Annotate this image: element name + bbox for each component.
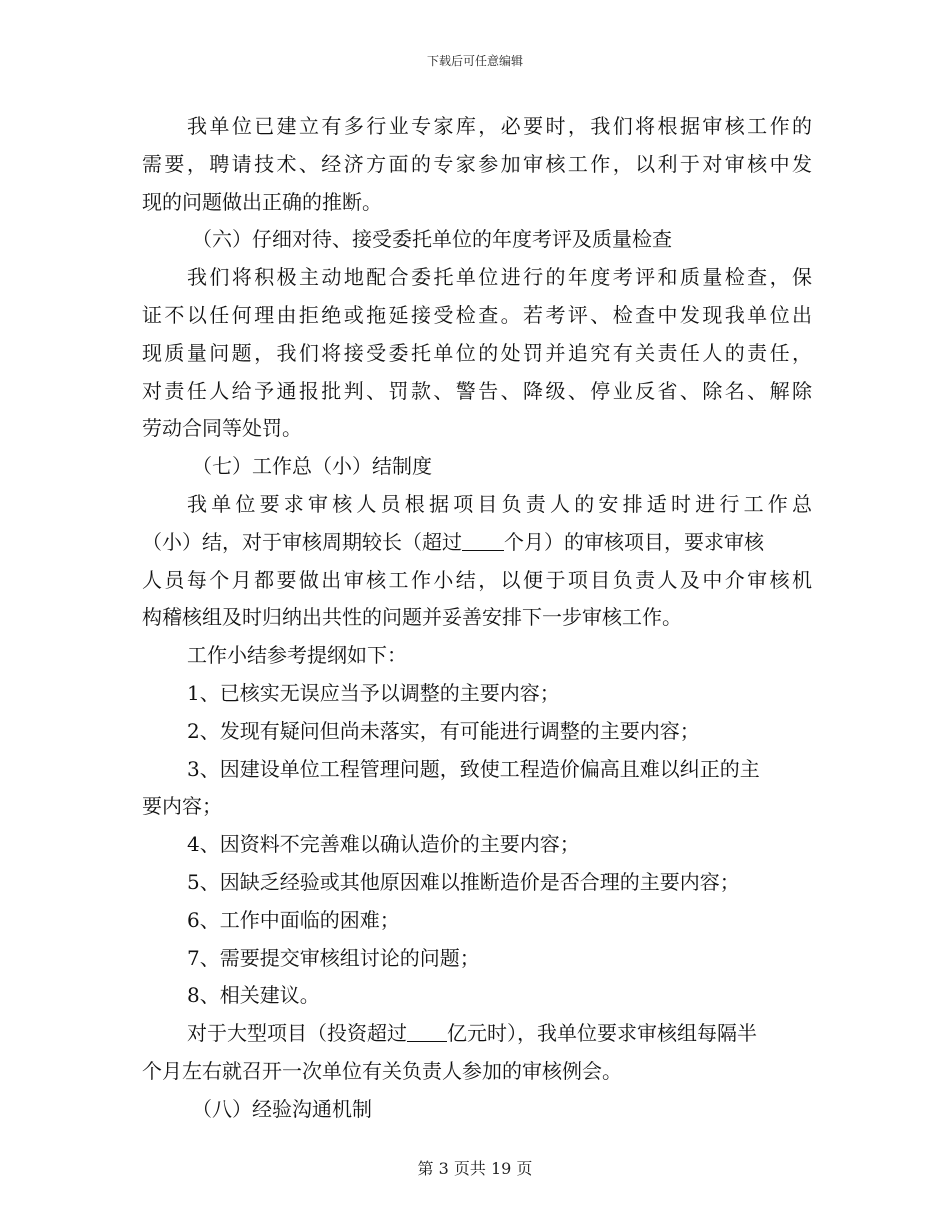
paragraph-line: 个月左右就召开一次单位有关负责人参加的审核例会。 [142,1058,622,1083]
section-heading-6: （六）仔细对待、接受委托单位的年度考评及质量检查 [192,227,672,252]
section-heading-7: （七）工作总（小）结制度 [192,454,432,479]
page-footer: 第 3 页共 19 页 [417,1159,533,1178]
document-body [142,108,812,1129]
list-item: 7、需要提交审核组讨论的问题； [187,945,480,970]
fill-in-blank [462,530,504,551]
text-segment: 个月）的审核项目，要求审核 [504,529,764,554]
paragraph-line: 我单位已建立有多行业专家库，必要时，我们将根据审核工作的 [187,114,812,138]
list-item-continuation: 要内容； [142,794,222,819]
text-segment: （小）结，对于审核周期较长（超过 [142,529,462,554]
paragraph-line: 构稽核组及时归纳出共性的问题并妥善安排下一步审核工作。 [142,605,682,630]
list-item: 1、已核实无误应当予以调整的主要内容； [187,680,560,705]
paragraph-line [142,524,812,562]
list-item: 6、工作中面临的困难； [187,907,400,932]
list-item: 4、因资料不完善难以确认造价的主要内容； [187,832,580,857]
list-item: 2、发现有疑问但尚未落实，有可能进行调整的主要内容； [187,718,700,743]
paragraph-line: 我们将积极主动地配合委托单位进行的年度考评和质量检查，保 [187,265,812,290]
paragraph-line: 我单位要求审核人员根据项目负责人的安排适时进行工作总 [187,491,812,516]
section-heading-8: （八）经验沟通机制 [192,1096,372,1121]
paragraph-line: 人员每个月都要做出审核工作小结，以便于项目负责人及中介审核机 [142,567,812,592]
paragraph-line: 对责任人给予通报批判、罚款、警告、降级、停业反省、除名、解除 [142,378,812,403]
text-segment: 对于大型项目（投资超过 [187,1021,407,1046]
paragraph-line: 现质量问题，我们将接受委托单位的处罚并追究有关责任人的责任， [142,340,812,365]
fill-in-blank [407,1021,447,1042]
paragraph-line: 证不以任何理由拒绝或拖延接受检查。若考评、检查中发现我单位出 [142,302,812,327]
page-header: 下载后可任意编辑 [426,54,523,68]
list-item: 5、因缺乏经验或其他原因难以推断造价是否合理的主要内容； [187,869,740,894]
list-item: 8、相关建议。 [187,983,320,1008]
outline-intro: 工作小结参考提纲如下： [187,643,407,668]
list-item: 3、因建设单位工程管理问题，致使工程造价偏高且难以纠正的主 [187,756,760,781]
paragraph-line: 现的问题做出正确的推断。 [142,189,382,214]
paragraph-line [142,1015,812,1053]
text-segment: 亿元时），我单位要求审核组每隔半 [447,1021,757,1046]
paragraph-line: 劳动合同等处罚。 [142,416,302,441]
paragraph-line: 需要，聘请技术、经济方面的专家参加审核工作，以利于对审核中发 [142,151,812,176]
